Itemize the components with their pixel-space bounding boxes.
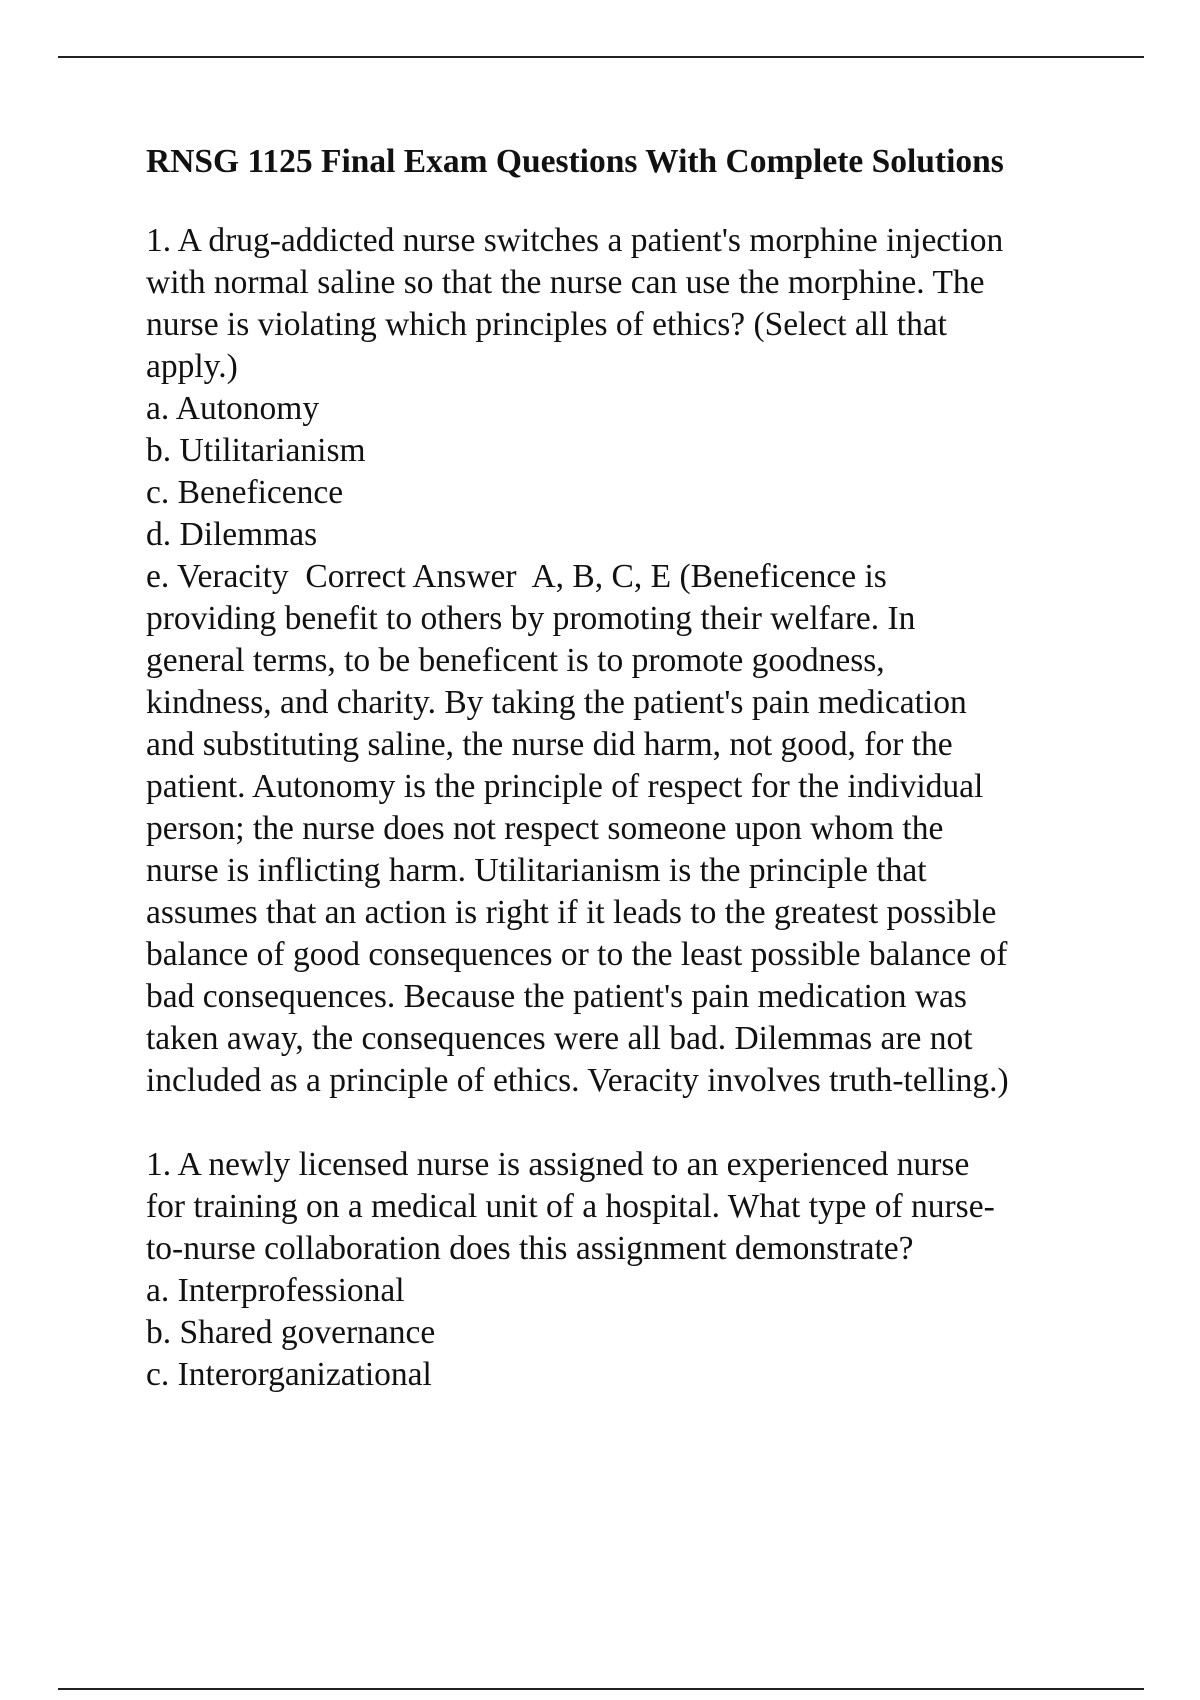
page-title: RNSG 1125 Final Exam Questions With Complete Solutions — [146, 143, 1004, 180]
question-stem-line: nurse is violating which principles of ethics? (Select all that — [146, 306, 947, 343]
top-rule — [58, 56, 1144, 58]
answer-option-d: d. Dilemmas — [146, 516, 318, 553]
correct-answer-label: Correct Answer — [305, 558, 517, 595]
question-stem-line: 1. A drug-addicted nurse switches a patient's morphine injection — [146, 222, 1004, 259]
answer-option-e: e. Veracity — [146, 558, 289, 595]
answer-option-a: a. Autonomy — [146, 390, 320, 427]
document-body — [146, 142, 1106, 1396]
rationale-line: bad consequences. Because the patient's pain medication was — [146, 978, 967, 1015]
bottom-rule — [58, 1688, 1144, 1690]
answer-option-e-with-answer — [146, 556, 1106, 598]
rationale-line: nurse is inflicting harm. Utilitarianism is the principle that — [146, 852, 927, 889]
question-stem-line: with normal saline so that the nurse can use the morphine. The — [146, 264, 985, 301]
answer-option-b: b. Shared governance — [146, 1314, 436, 1351]
rationale-line: providing benefit to others by promoting their welfare. In — [146, 600, 916, 637]
question-1 — [146, 220, 1106, 1102]
rationale-line: kindness, and charity. By taking the patient's pain medication — [146, 684, 967, 721]
rationale-line: balance of good consequences or to the least possible balance of — [146, 936, 1008, 973]
question-stem-line: 1. A newly licensed nurse is assigned to an experienced nurse — [146, 1146, 970, 1183]
rationale-line: and substituting saline, the nurse did harm, not good, for the — [146, 726, 953, 763]
answer-option-c: c. Interorganizational — [146, 1356, 432, 1393]
rationale-line: patient. Autonomy is the principle of respect for the individual — [146, 768, 984, 805]
rationale-line: general terms, to be beneficent is to promote goodness, — [146, 642, 885, 679]
answer-option-b: b. Utilitarianism — [146, 432, 366, 469]
question-2 — [146, 1144, 1106, 1396]
question-stem-line: apply.) — [146, 348, 238, 385]
answer-option-a: a. Interprofessional — [146, 1272, 405, 1309]
rationale-line: assumes that an action is right if it leads to the greatest possible — [146, 894, 997, 931]
rationale-line: included as a principle of ethics. Veracity involves truth-telling.) — [146, 1062, 1009, 1099]
rationale-line: taken away, the consequences were all bad. Dilemmas are not — [146, 1020, 973, 1057]
correct-answer-text: A, B, C, E (Beneficence is — [531, 558, 887, 595]
answer-option-c: c. Beneficence — [146, 474, 344, 511]
question-stem-line: for training on a medical unit of a hospital. What type of nurse- — [146, 1188, 995, 1225]
question-stem-line: to-nurse collaboration does this assignment demonstrate? — [146, 1230, 914, 1267]
rationale-line: person; the nurse does not respect someone upon whom the — [146, 810, 944, 847]
